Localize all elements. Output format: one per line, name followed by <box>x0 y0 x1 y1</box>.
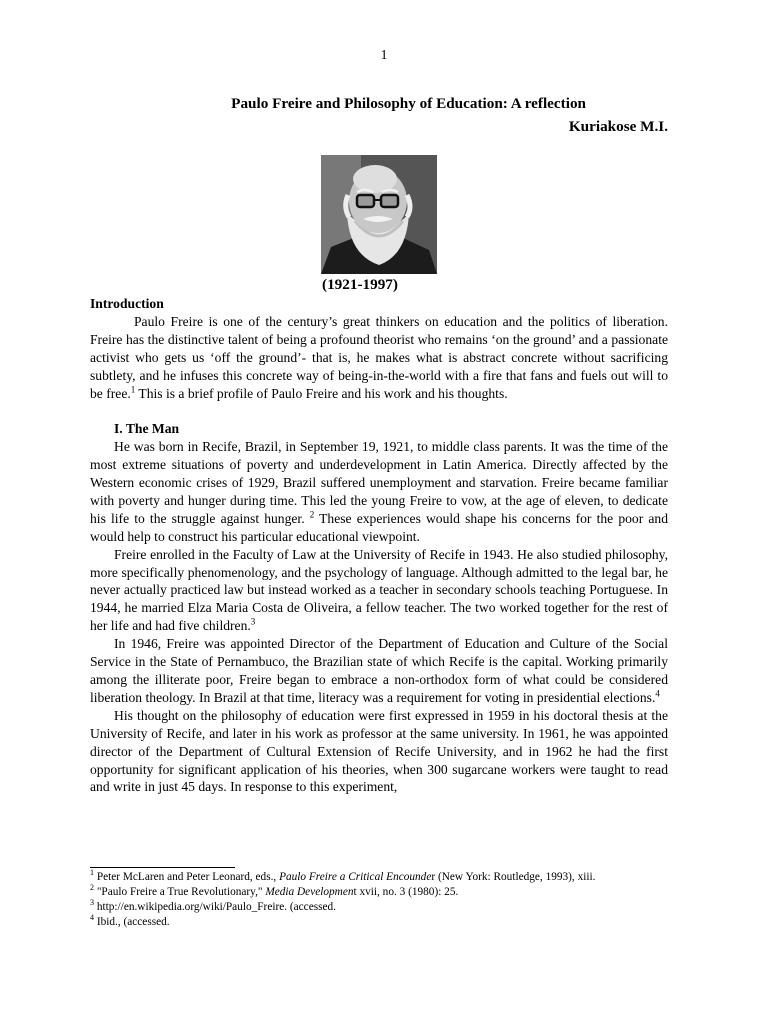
body-paragraph: He was born in Recife, Brazil, in September 19, 1921, to middle class parents. It was the time of the most extreme situations of poverty and underdevelopment in Latin America. Directly affected by the Western economic crises of 1929, Brazil suffered unemployment and starvation. Freire became familiar with poverty and hunger during time. This led the young Freire to vow, at the age of eleven, to dedicate his life to the struggle against hunger. $^2$ These experiences would shape his concerns for the poor and would help to construct his particular educational viewpoint. <box>90 439 668 544</box>
body-paragraph: In 1946, Freire was appointed Director of the Department of Education and Culture of the Social Service in the State of Pernambuco, the Brazilian state of which Recife is the capital. Working primarily among the illiterate poor, Freire began to embrace a non-orthodox form of what could be considered liberation theology. In Brazil at that time, literacy was a requirement for voting in presidential elections.$^4$ <box>90 636 668 705</box>
page-number: 1 <box>380 47 388 62</box>
footnote-item: $^2$ "Paulo Freire a True Revolutionary," Media Development xvii, no. 3 (1980): 25. <box>90 883 459 898</box>
footnote-item: $^3$ http://en.wikipedia.org/wiki/Paulo_Freire. (accessed. <box>90 898 336 913</box>
body-paragraph: His thought on the philosophy of education were first expressed in 1959 in his doctoral thesis at the University of Recife, and later in his work as professor at the same university. In 1961, he was appointed director of the Department of Cultural Extension of Recife University, and in 1962 he had the first opportunity for significant application of his theories, when 300 sugarcane workers were taught to read and write in just 45 days. In response to this experiment, <box>90 707 668 795</box>
photo-caption-years: (1921-1997) <box>322 276 398 293</box>
footnote-item: $^4$ Ibid., (accessed. <box>90 913 170 928</box>
author-name: Kuriakose M.I. <box>568 118 668 135</box>
introduction-paragraph: Paulo Freire is one of the century’s great thinkers on education and the politics of liberation. Freire has the distinctive talent of being a profound theorist who remains ‘on the ground’ and a passionate activist who gets us ‘off the ground’- that is, he makes what is abstract concrete without sacrificing subtlety, and he infuses this concrete way of being-in-the-world with a fire that fans and fuels out will to be free.$^1$ This is a brief profile of Paulo Freire and his work and his thoughts. <box>90 313 668 401</box>
introduction-heading: Introduction <box>90 296 164 311</box>
footnote-ref: 3 <box>250 616 256 627</box>
footnote-separator <box>90 867 235 868</box>
section-heading-the-man: I. The Man <box>114 421 180 437</box>
body-paragraph: Freire enrolled in the Faculty of Law at the University of Recife in 1943. He also studied philosophy, more specifically phenomenology, and the psychology of language. Although admitted to the legal bar, he never actually practiced law but instead worked as a teacher in secondary schools teaching Portuguese. In 1944, he married Elza Maria Costa de Oliveira, a fellow teacher. The two worked together for the rest of her life and had five children.$^3$ <box>90 546 668 634</box>
footnote-ref: 4 <box>655 688 660 699</box>
document-title: Paulo Freire and Philosophy of Education: A reflection <box>231 95 586 112</box>
portrait-photo <box>321 155 437 274</box>
introduction-section <box>90 295 668 796</box>
footnote-ref: 1 <box>130 384 136 394</box>
footnote-item: $^1$ Peter McLaren and Peter Leonard, eds., Paulo Freire a Critical Encounder (New York: Routledge, 1993), xiii. <box>90 868 596 883</box>
footnotes <box>90 870 680 930</box>
portrait-illustration <box>321 155 437 274</box>
footnote-ref: 2 <box>309 509 315 520</box>
